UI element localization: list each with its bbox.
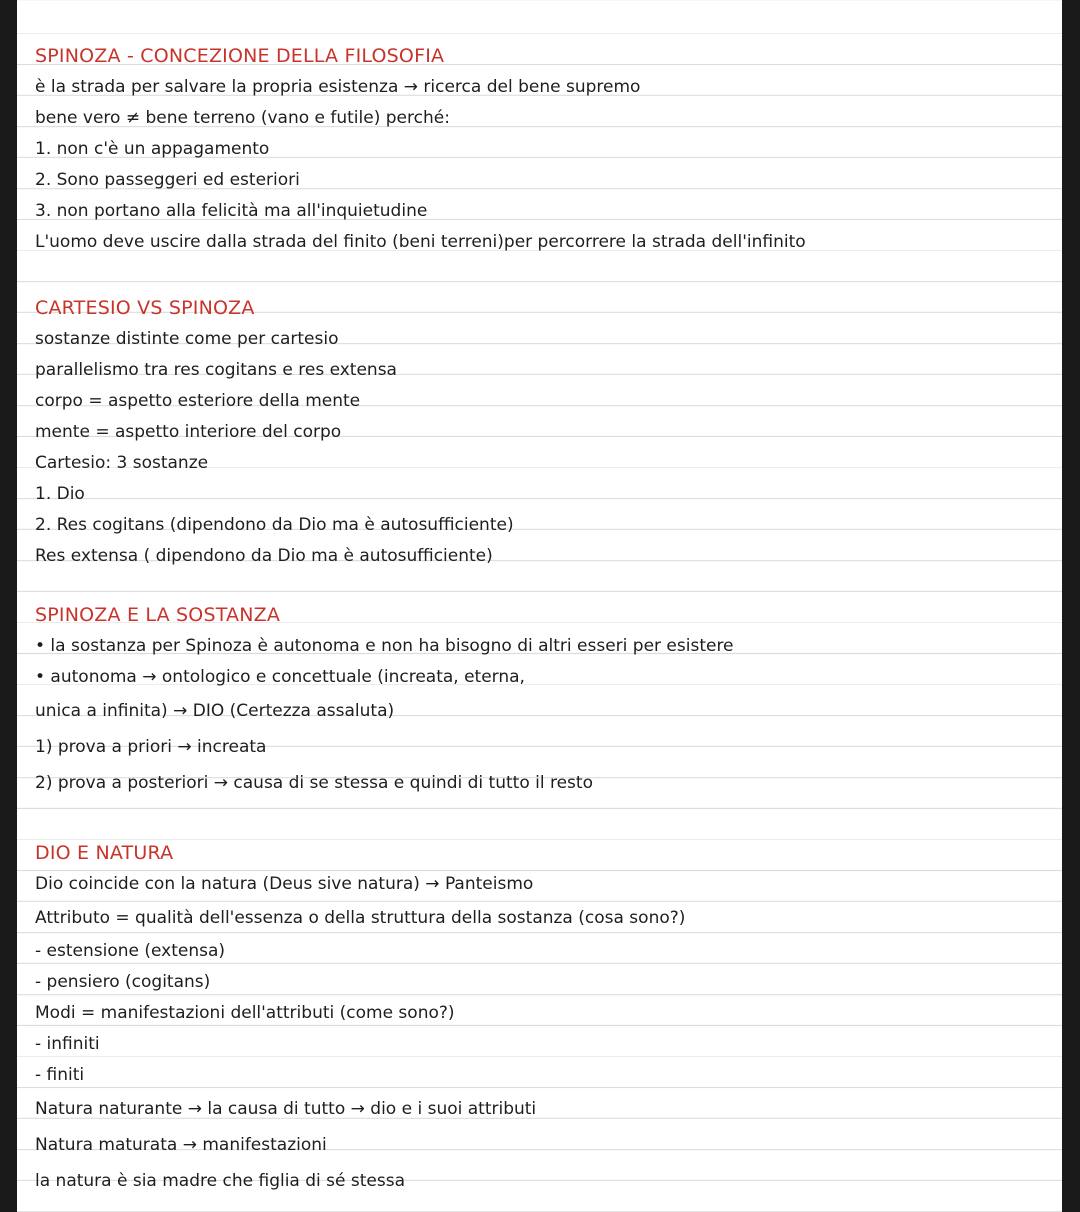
section-cartesio-vs-spinoza xyxy=(35,293,1042,572)
note-line: mente = aspetto interiore del corpo xyxy=(35,422,342,442)
notebook-page xyxy=(17,0,1062,1212)
note-line: sostanze distinte come per cartesio xyxy=(35,329,339,349)
note-line: Natura naturante → la causa di tutto → dio e i suoi attributi xyxy=(35,1099,537,1119)
section-heading: SPINOZA E LA SOSTANZA xyxy=(35,604,281,626)
note-line: Modi = manifestazioni dell'attributi (come sono?) xyxy=(35,1003,455,1023)
note-line: Natura maturata → manifestazioni xyxy=(35,1135,327,1155)
note-line: Dio coincide con la natura (Deus sive natura) → Panteismo xyxy=(35,874,534,894)
note-line: unica a infinita) → DIO (Certezza assaluta) xyxy=(35,701,395,721)
section-heading: CARTESIO VS SPINOZA xyxy=(35,297,255,319)
note-line: corpo = aspetto esteriore della mente xyxy=(35,391,361,411)
section-heading: DIO E NATURA xyxy=(35,842,174,864)
note-line: 1) prova a priori → increata xyxy=(35,737,267,757)
note-line: Res extensa ( dipendono da Dio ma è autosufficiente) xyxy=(35,546,493,566)
note-line: è la strada per salvare la propria esistenza → ricerca del bene supremo xyxy=(35,77,641,97)
note-line: parallelismo tra res cogitans e res extensa xyxy=(35,360,397,380)
section-heading: SPINOZA - CONCEZIONE DELLA FILOSOFIA xyxy=(35,45,445,67)
note-line: 3. non portano alla felicità ma all'inquietudine xyxy=(35,201,428,221)
note-line: Cartesio: 3 sostanze xyxy=(35,453,209,473)
note-line: L'uomo deve uscire dalla strada del finito (beni terreni)per percorrere la strada dell'infinito xyxy=(35,232,806,252)
note-line: bene vero ≠ bene terreno (vano e futile) perché: xyxy=(35,108,450,128)
section-concezione-filosofia xyxy=(35,41,1042,258)
note-line: - estensione (extensa) xyxy=(35,941,226,961)
section-spinoza-sostanza xyxy=(35,600,1042,801)
note-line: • la sostanza per Spinoza è autonoma e non ha bisogno di altri esseri per esistere xyxy=(35,636,734,656)
note-line: - pensiero (cogitans) xyxy=(35,972,211,992)
note-line: 2. Sono passeggeri ed esteriori xyxy=(35,170,300,190)
section-dio-natura xyxy=(35,838,1042,1199)
note-line: 1. Dio xyxy=(35,484,85,504)
note-line: - infiniti xyxy=(35,1034,100,1054)
note-line: - finiti xyxy=(35,1065,85,1085)
note-line: Attributo = qualità dell'essenza o della struttura della sostanza (cosa sono?) xyxy=(35,908,686,928)
note-line: • autonoma → ontologico e concettuale (increata, eterna, xyxy=(35,667,525,687)
note-line: 1. non c'è un appagamento xyxy=(35,139,270,159)
note-line: la natura è sia madre che figlia di sé stessa xyxy=(35,1171,405,1191)
note-line: 2) prova a posteriori → causa di se stessa e quindi di tutto il resto xyxy=(35,773,593,793)
note-line: 2. Res cogitans (dipendono da Dio ma è autosufficiente) xyxy=(35,515,514,535)
